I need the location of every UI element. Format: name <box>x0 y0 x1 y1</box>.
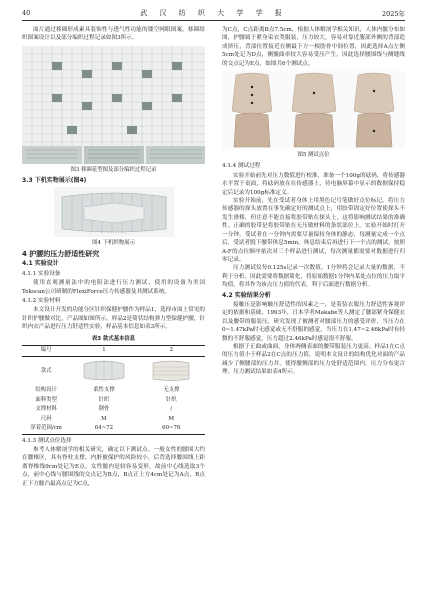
table-cell: 穿着范围/cm <box>22 424 70 434</box>
left-column <box>22 26 205 488</box>
table-cell: 64~72 <box>70 424 137 434</box>
paragraph-4-1-4c: 压力测试仪每0.125s记录一次数值，1分钟将会记录大量的数据，不利于分析，因此需要将数据简化，将原始数据1分钟内某处点位的压力取平均值，将其作为该点压力值的代表，利于后面进行数据分析。 <box>222 265 405 289</box>
table-row-style <box>22 356 205 386</box>
paragraph-4-1-1: 使用直观测量法中的电阻法进行压力测试，使用的设备为美国Tekscan公司研制的FlexiForce压力传感器及其测试系统。 <box>22 280 205 295</box>
table-cell: 结构设计 <box>35 387 57 394</box>
paragraph-4-2b: 根据于正曲或曲面，身体两侧表面的腰带服装压力更高。样品1在C点的压力值小于样品2在C点的压力值，说明本文设计的结构优化对面的产品减少了侧腰部的压力并，使得腰侧部的压力处舒适范围内，压力分布更合理。压力测试结果如表4所示。 <box>222 343 405 376</box>
table-cell: 柔性支撑 <box>93 387 115 394</box>
paragraph-continued: 为C点，C点距离B点7.5cm，根据人体解剖学相关知识，人体内髋分布如图，护腰属于紧身束衣类服装，压力较大，容易对靠近腹部外侧的背部造成挤压，背部位置接近在侧最下方一根肋骨中间位置，因此选择A点左侧5cm处记为D点，侧髋曲率较大容易受压产生，因此选择腰围线与侧缝线的交点记为E点，如图共6个测试点。 <box>222 27 405 67</box>
figure-5-caption: 图5 测试点位 <box>297 152 330 159</box>
table-row <box>22 415 205 425</box>
page-number: 40 <box>22 9 31 17</box>
figure-4-fabric <box>54 187 174 237</box>
section-4-1-4-title: 4.1.4 测试过程 <box>222 163 261 170</box>
table-header-cell: 编号 <box>22 346 70 357</box>
issue-year: 2025年 <box>381 10 405 18</box>
section-3-3-title: 3.3 下机实物展示(图4) <box>22 177 87 185</box>
section-4-1-1-title: 4.1.1 实验设备 <box>22 270 61 277</box>
table-cell: M <box>101 415 107 422</box>
section-4-2-title: 4.2 实验结果分析 <box>222 291 271 299</box>
table-row <box>22 424 205 434</box>
intro-paragraph: 面片通过移圈形成素具装饰性与透气性功能的镂空网眼图案，移圈组织图案设计以及部分编织过程记录如图3所示。 <box>22 27 205 42</box>
table-cell: 针织 <box>98 396 110 403</box>
table-cell: 60~76 <box>138 424 205 434</box>
table-cell: 钢骨 <box>98 406 110 413</box>
table-cell: M <box>168 415 175 422</box>
paragraph-4-1-4b: 实验开始前，先在受试者身体上用黑色记号笔做好点位标记，将压力传感器的探头放置在事先确定好的测试点上，用胶带固定好位置使探头不发生滑移，但注意不能直接将胶带贴在探头上，这将影响测试结果的准确性。正确的胶带是将胶带贴在无压敏材料的条状部位上。实验开始时打开一分钟，受试者在一分钟内需要尽量保持身体的静态，每测量完成一个点后，受试者脱下腰带休息5min，休息结束后再进行下一个点的测试，按照A-F的点位顺序依次对三个样品进行测试，每次测量都需要对数据进行归零记录。 <box>222 198 405 263</box>
paragraph-4-1-4a: 实验开始前先对压力数值进行校准，准备一个100g的砝码，将传感器水平置于桌面，将砝码放在在传感器上，待电脑屏幕中显示的数据保持稳定后记录为100g标准定义。 <box>222 172 405 196</box>
table-row <box>22 405 205 415</box>
section-4-1-3-title: 4.1.3 测试点位选择 <box>22 437 72 444</box>
table-cell: 支撑材料 <box>35 406 57 413</box>
table-header-cell: 1 <box>70 346 137 357</box>
figure-3-caption: 图3 移圈花型图及部分编织过程记录 <box>70 166 157 173</box>
product-1-thumbnail <box>82 358 126 382</box>
table-cell: 款式 <box>22 356 70 386</box>
table-cell: 尺码 <box>40 415 52 422</box>
table-header-cell: 2 <box>138 346 205 357</box>
paragraph-4-1-3: 参考人体解剖学的相关研究，确定以下测试点。一般女性的腰围大约在腰椎区，具有脊柱支撑，内脏被保护的风险较小，后背选择腰围线上距离脊椎线9cm处记为E点。女性髋内是较容易变形，故前中心线选取3个点，前中心线与腰围线的交点记为B点，B点正上方4cm处记为A点，B点正下方髋凸最高点记为C点， <box>22 447 205 487</box>
table-3 <box>22 345 205 435</box>
figure-4-image <box>54 187 174 237</box>
right-column <box>222 26 405 377</box>
table-cell: 针织 <box>165 396 177 403</box>
table-cell: / <box>170 406 173 413</box>
section-4-1-title: 4.1 实验设计 <box>22 260 59 268</box>
table-row <box>22 386 205 396</box>
paragraph-4-1-2: 本文设计开发的功能分区针织保健护腰作为样品1，选择市面上常见的针织护腰做对比，产品图如图所示，样品2是简状结构弹力型保健护腰，针织内衣产品进行压力舒适性实验，样品基本信息如表3所示。 <box>22 307 205 331</box>
figure-3-image <box>22 46 205 164</box>
figure-3-transfer-pattern <box>22 46 205 164</box>
figure-5-image <box>222 71 405 149</box>
paragraph-4-2a: 接触压是影响触压舒适性的因素之一，是着装衣服压力舒适性客观评定的依据和基础，1993年，日本学者Makabe等人测定了腰部紧身保健衣以及腰带的服装压，研究发现了被测者对腰部压力的感受评价，当压力在0~1.47kPa时无感觉或无不舒服的感觉，当压力在1.47~2.46kPa时有轻微的不舒服感觉，压力超过2.46kPa时感觉很不舒服。 <box>222 301 405 342</box>
table-cell: 面料类型 <box>35 396 57 403</box>
figure-5-test-points <box>222 71 405 149</box>
table-row <box>22 396 205 406</box>
product-2-image-cell <box>138 356 205 386</box>
section-4-title: 4 护腰的压力舒适性研究 <box>22 250 100 259</box>
table-cell: 无支撑 <box>163 387 180 394</box>
section-4-1-2-title: 4.1.2 实验材料 <box>22 298 61 305</box>
journal-title: 武 汉 纺 织 大 学 学 报 <box>140 9 287 17</box>
product-1-image-cell <box>70 356 137 386</box>
table-3-caption: 表3 款式基本信息 <box>91 335 136 342</box>
table-header-row <box>22 346 205 357</box>
product-2-thumbnail <box>149 358 193 382</box>
figure-4-caption: 图4 下机织物展示 <box>92 239 135 246</box>
running-header <box>22 6 405 21</box>
